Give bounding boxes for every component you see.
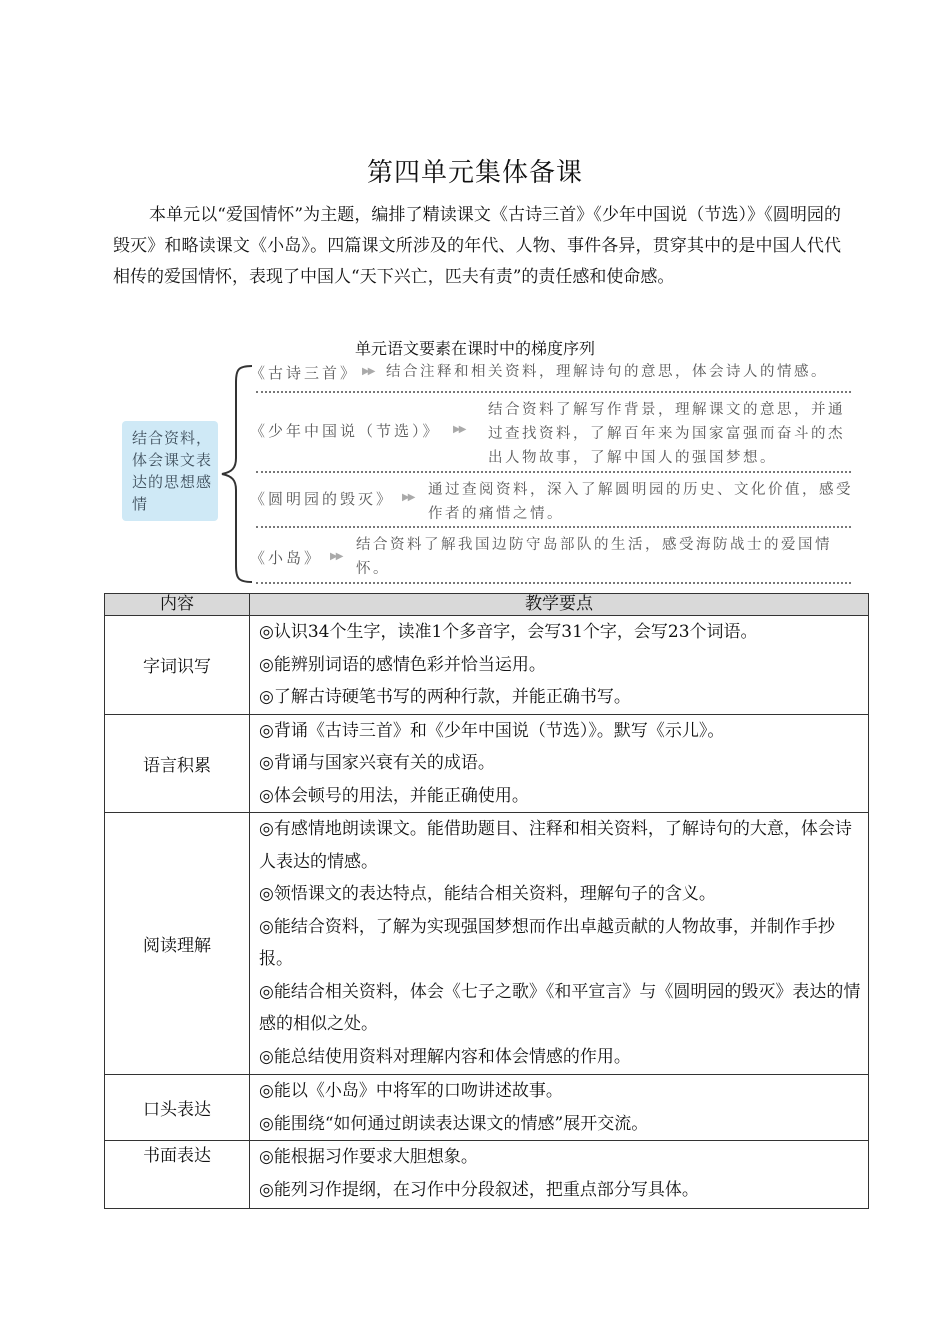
divider [256, 526, 851, 528]
point-item: ◎背诵与国家兴衰有关的成语。 [259, 753, 495, 773]
divider [256, 391, 851, 393]
header-content: 内容 [105, 594, 250, 616]
table-row [105, 616, 869, 715]
intro-paragraph: 本单元以“爱国情怀”为主题，编排了精读课文《古诗三首》《少年中国说（节选）》《圆明园的毁灭》和略读课文《小岛》。四篇课文所涉及的年代、人物、事件各异，贯穿其中的是中国人代代相传的爱国情怀，表现了中国人“天下兴亡，匹夫有责”的责任感和使命感。 [113, 205, 841, 287]
row-points [250, 1141, 869, 1209]
divider [256, 471, 851, 473]
row-category: 书面表达 [105, 1141, 250, 1209]
header-teaching-points: 教学要点 [250, 594, 869, 616]
arrow-icon: ▶▶ [453, 424, 465, 435]
point-item: ◎认识34个生字，读准1个多音字，会写31个字，会写23个词语。 [259, 622, 758, 642]
arrow-icon: ▶▶ [362, 366, 374, 377]
table-row [105, 714, 869, 813]
lesson-name: 《古诗三首》 [250, 364, 359, 382]
point-item: ◎能结合资料，了解为实现强国梦想而作出卓越贡献的人物故事，并制作手抄报。 [259, 916, 835, 969]
point-item: ◎能辨别词语的感情色彩并恰当运用。 [259, 654, 546, 675]
point-item: ◎体会顿号的用法，并能正确使用。 [259, 785, 529, 806]
diagram-subtitle: 单元语文要素在课时中的梯度序列 [354, 339, 595, 358]
table-row [105, 813, 869, 1075]
lesson-name: 《少年中国说（节选）》 [250, 422, 441, 440]
row-points [250, 1075, 869, 1141]
point-item: ◎能以《小岛》中将军的口吻讲述故事。 [259, 1081, 563, 1101]
lesson-name: 《小岛》 [250, 549, 323, 567]
point-item: ◎能根据习作要求大胆想象。 [259, 1147, 478, 1167]
point-item: ◎能列习作提纲，在习作中分段叙述，把重点部分写具体。 [259, 1179, 699, 1200]
table-header-row [105, 594, 869, 616]
point-item: ◎背诵《古诗三首》和《少年中国说（节选）》。默写《示儿》。 [259, 720, 725, 741]
page-title: 第四单元集体备课 [366, 158, 583, 188]
unit-goal-box: 结合资料，体会课文表达的思想感情 [122, 421, 218, 521]
point-item: ◎领悟课文的表达特点，能结合相关资料，理解句子的含义。 [259, 884, 716, 904]
row-category: 阅读理解 [105, 813, 250, 1075]
point-item: ◎了解古诗硬笔书写的两种行款，并能正确书写。 [259, 687, 631, 707]
arrow-icon: ▶▶ [330, 551, 342, 562]
lesson-desc: 结合注释和相关资料，理解诗句的意思，体会诗人的情感。 [386, 364, 828, 380]
point-item: ◎能总结使用资料对理解内容和体会情感的作用。 [259, 1046, 631, 1067]
point-item: ◎能结合相关资料，体会《七子之歌》《和平宣言》与《圆明园的毁灭》表达的情感的相似之处。 [259, 981, 861, 1034]
point-item: ◎能围绕“如何通过朗读表达课文的情感”展开交流。 [259, 1113, 649, 1134]
divider [256, 582, 851, 584]
lesson-desc: 结合资料了解写作背景，理解课文的意思，并通过查找资料，了解百年来为国家富强而奋斗的杰出人物故事，了解中国人的强国梦想。 [488, 402, 845, 466]
row-points [250, 813, 869, 1075]
row-category: 口头表达 [105, 1075, 250, 1141]
row-points [250, 616, 869, 715]
table-row [105, 1141, 869, 1209]
table-row [105, 1075, 869, 1141]
point-item: ◎有感情地朗读课文。能借助题目、注释和相关资料，了解诗句的大意，体会诗人表达的情感。 [259, 819, 852, 872]
lesson-desc: 通过查阅资料，深入了解圆明园的历史、文化价值，感受作者的痛惜之情。 [428, 482, 853, 522]
row-category: 字词识写 [105, 616, 250, 715]
arrow-icon: ▶▶ [402, 492, 414, 503]
row-points [250, 714, 869, 813]
lesson-desc: 结合资料了解我国边防守岛部队的生活，感受海防战士的爱国情怀。 [356, 537, 832, 577]
gradient-sequence-diagram [110, 358, 855, 588]
teaching-points-table [104, 593, 869, 1209]
lesson-name: 《圆明园的毁灭》 [250, 490, 395, 508]
row-category: 语言积累 [105, 714, 250, 813]
